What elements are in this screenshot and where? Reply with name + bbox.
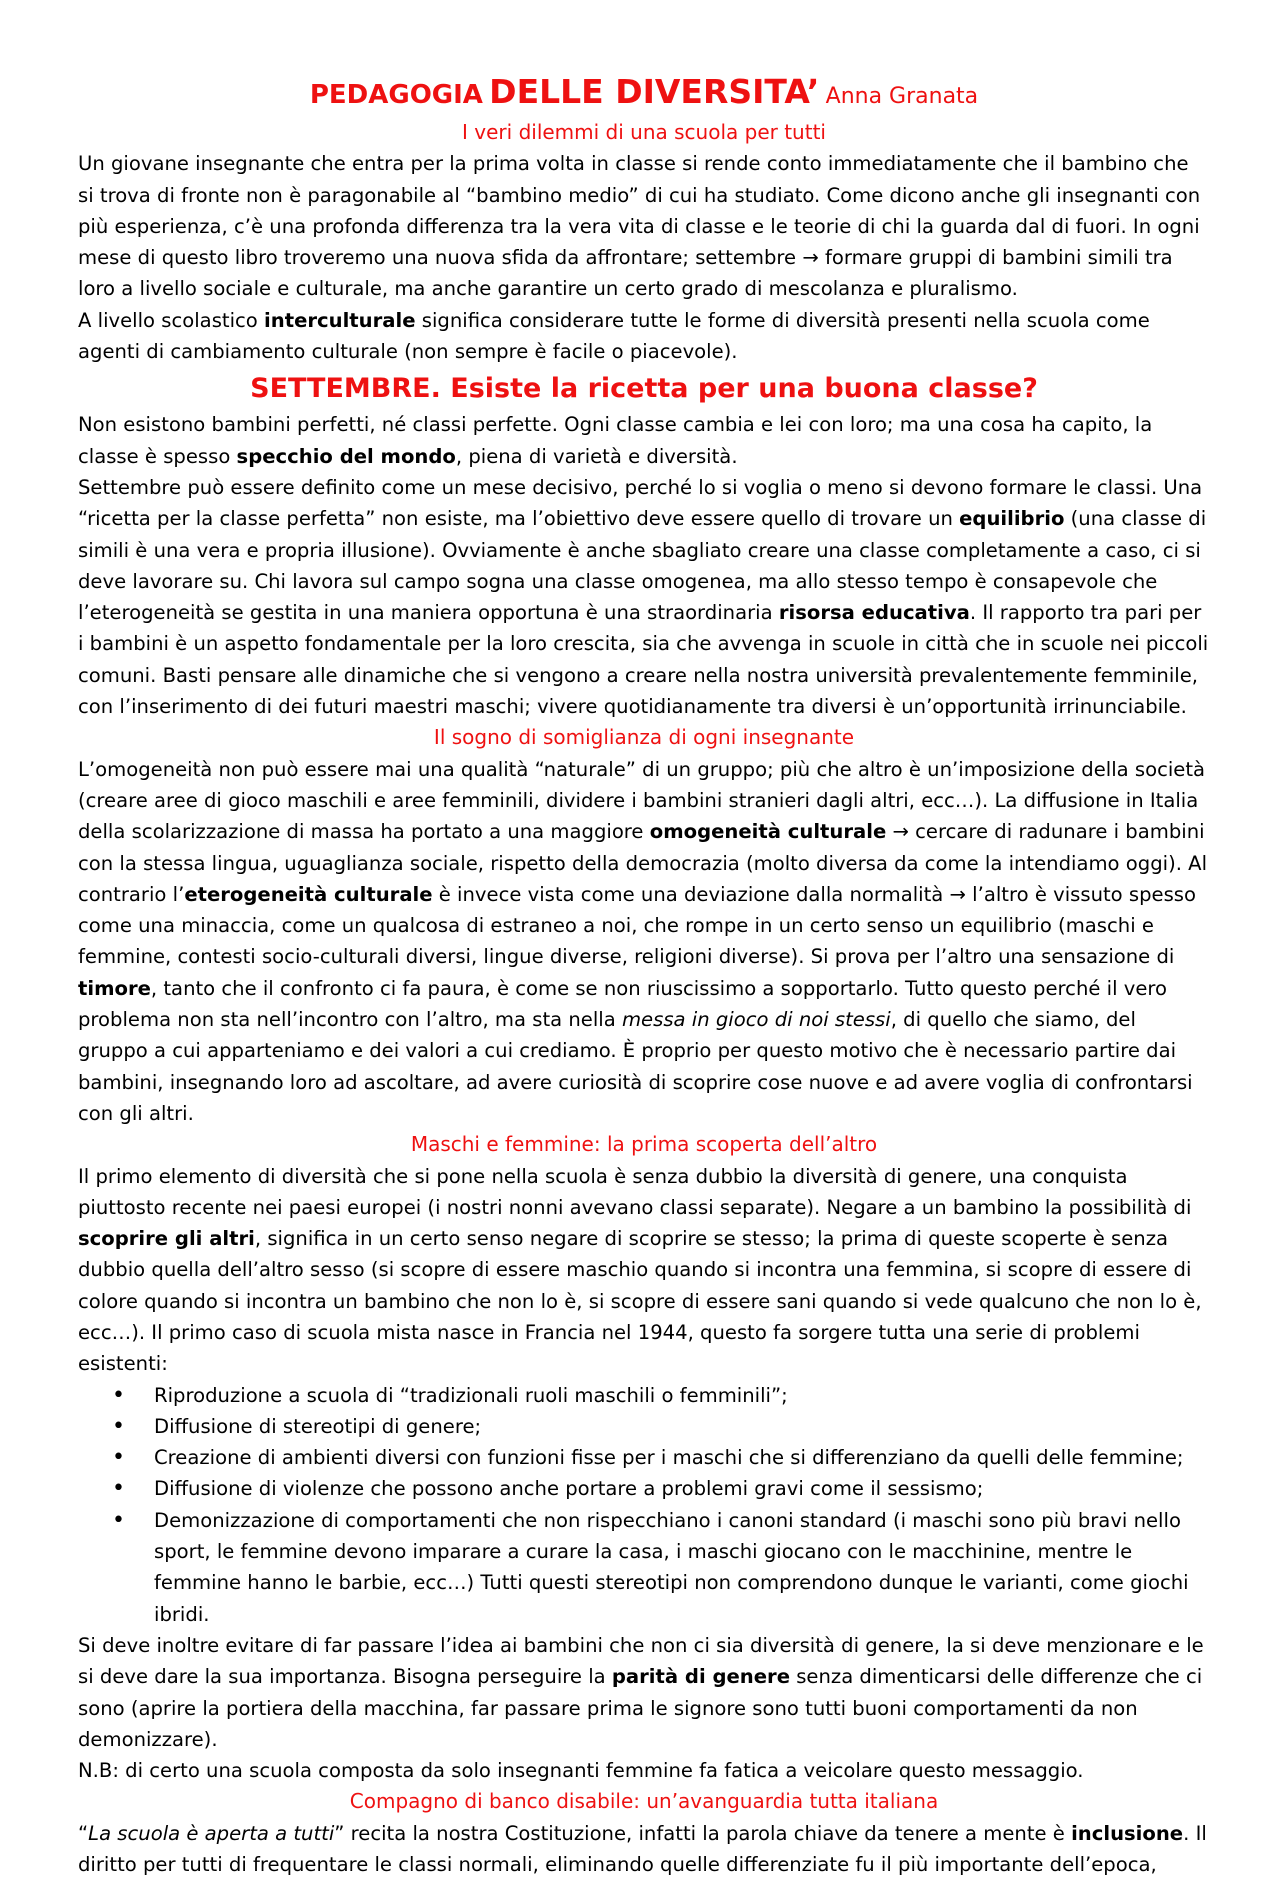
title-part-1: PEDAGOGIA [309,80,483,110]
maschi-paragraph-2: Si deve inoltre evitare di far passare l’idea ai bambini che non ci sia diversità di genere, la si deve menzionare e le si deve dare la sua importanza. Bisogna perseguire la parità di genere senza dimenticarsi delle differenze che ci sono (aprire la portiera della macchina, far passare prima le signore sono tutti buoni comportamenti da non demonizzare). [78,1633,1204,1751]
title-author: Anna Granata [825,84,979,109]
section-heading-compagno: Compagno di banco disabile: un’avanguardia tutta italiana [349,1789,939,1814]
bold-term: eterogeneità culturale [184,882,433,906]
bold-term: specchio del mondo [236,444,456,468]
italic-quote: La scuola è aperta a tutti [88,1821,335,1845]
problems-list [78,1380,1210,1630]
bold-term: inclusione [1071,1821,1184,1845]
list-item: • Creazione di ambienti diversi con funzioni fisse per i maschi che si differenziano da quelli delle femmine; [154,1442,1210,1473]
intro-paragraph-2: A livello scolastico interculturale significa considerare tutte le forme di diversità presenti nella scuola come agenti di cambiamento culturale (non sempre è facile o piacevole). [78,308,1150,364]
list-item: • Diffusione di violenze che possono anche portare a problemi gravi come il sessismo; [154,1473,1210,1504]
section-heading-maschi: Maschi e femmine: la prima scoperta dell’altro [410,1132,878,1157]
subtitle: I veri dilemmi di una scuola per tutti [462,120,826,144]
list-item: • Demonizzazione di comportamenti che non rispecchiano i canoni standard (i maschi sono più bravi nello sport, le femmine devono imparare a curare la casa, i maschi giocano con le macchinine, mentre le femmine hanno le barbie, ecc…) Tutti questi stereotipi non comprendono dunque le varianti, come giochi ibridi. [154,1505,1210,1630]
bold-term: omogeneità culturale [649,820,887,844]
compagno-paragraph: “La scuola è aperta a tutti” recita la nostra Costituzione, infatti la parola chiave da tenere a mente è inclusione. Il diritto per tutti di frequentare le classi normali, eliminando quelle differenziate fu il più importante dell’epoca, [78,1821,1207,1877]
bold-term: timore [78,976,151,1000]
bold-term: parità di genere [611,1665,790,1689]
maschi-note: N.B: di certo una scuola composta da solo insegnanti femmine fa fatica a veicolare questo messaggio. [78,1759,1084,1783]
maschi-paragraph-1: Il primo elemento di diversità che si pone nella scuola è senza dubbio la diversità di genere, una conquista piuttosto recente nei paesi europei (i nostri nonni avevano classi separate). Negare a un bambino la possibilità di scoprire gli altri, significa in un certo senso negare di scoprire se stesso; la prima di queste scoperte è senza dubbio quella dell’altro sesso (si scopre di essere maschio quando si incontra una femmina, si scopre di essere di colore quando si incontra un bambino che non lo è, si scopre di essere sani quando si vede qualcuno che non lo è, ecc…). Il primo caso di scuola mista nasce in Francia nel 1944, questo fa sorgere tutta una serie di problemi esistenti: [78,1164,1202,1376]
document-title [78,72,1210,117]
bold-term: risorsa educativa [778,601,970,625]
list-item: • Riproduzione a scuola di “tradizionali ruoli maschili o femminili”; [154,1380,1210,1411]
intro-paragraph-1: Un giovane insegnante che entra per la prima volta in classe si rende conto immediatamente che il bambino che si trova di fronte non è paragonabile al “bambino medio” di cui ha studiato. Come dicono anche gli insegnanti con più esperienza, c’è una profonda differenza tra la vera vita di classe e le teorie di chi la guarda dal di fuori. In ogni mese di questo libro troveremo una nuova sfida da affrontare; settembre → formare gruppi di bambini simili tra loro a livello sociale e culturale, ma anche garantire un certo grado di mescolanza e pluralismo. [78,152,1201,301]
bold-term: equilibrio [959,507,1065,531]
settembre-paragraph-2: Settembre può essere definito come un mese decisivo, perché lo si voglia o meno si devono formare le classi. Una “ricetta per la classe perfetta” non esiste, ma l’obiettivo deve essere quello di trovare un equilibrio (una classe di simili è una vera e propria illusione). Ovviamente è anche sbagliato creare una classe completamente a caso, ci si deve lavorare su. Chi lavora sul campo sogna una classe omogenea, ma allo stesso tempo è consapevole che l’eterogeneità se gestita in una maniera opportuna è una straordinaria risorsa educativa. Il rapporto tra pari per i bambini è un aspetto fondamentale per la loro crescita, sia che avvenga in scuole in città che in scuole nei piccoli comuni. Basti pensare alle dinamiche che si vengono a creare nella nostra università prevalentemente femminile, con l’inserimento di dei futuri maestri maschi; vivere quotidianamente tra diversi è un’opportunità irrinunciabile. [78,475,1209,719]
bold-term: interculturale [264,308,416,332]
settembre-paragraph-1: Non esistono bambini perfetti, né classi perfette. Ogni classe cambia e lei con loro; ma una cosa ha capito, la classe è spesso specchio del mondo, piena di varietà e diversità. [78,413,1153,468]
sogno-paragraph: L’omogeneità non può essere mai una qualità “naturale” di un gruppo; più che altro è un’imposizione della società (creare aree di gioco maschili e aree femminili, dividere i bambini stranieri dagli altri, ecc…). La diffusione in Italia della scolarizzazione di massa ha portato a una maggiore omogeneità culturale → cercare di radunare i bambini con la stessa lingua, uguaglianza sociale, rispetto della democrazia (molto diversa da come la intendiamo oggi). Al contrario l’eterogeneità culturale è invece vista come una deviazione dalla normalità → l’altro è vissuto spesso come una minaccia, come un qualcosa di estraneo a noi, che rompe in un certo senso un equilibrio (maschi e femmine, contesti socio-culturali diversi, lingue diverse, religioni diverse). Si prova per l’altro una sensazione di timore, tanto che il confronto ci fa paura, è come se non riuscissimo a sopportarlo. Tutto questo perché il vero problema non sta nell’incontro con l’altro, ma sta nella messa in gioco di noi stessi, di quello che siamo, del gruppo a cui apparteniamo e dei valori a cui crediamo. È proprio per questo motivo che è necessario partire dai bambini, insegnando loro ad ascoltare, ad avere curiosità di scoprire cose nuove e ad avere voglia di confrontarsi con gli altri. [78,757,1208,1125]
list-item: • Diffusione di stereotipi di genere; [154,1411,1210,1442]
bold-term: scoprire gli altri [78,1227,255,1251]
italic-term: messa in gioco di noi stessi [621,1008,891,1032]
section-heading-settembre: SETTEMBRE. Esiste la ricetta per una buona classe? [250,373,1038,405]
title-part-2: DELLE DIVERSITA’ [489,72,820,111]
section-heading-sogno: Il sogno di somiglianza di ogni insegnante [433,725,855,750]
